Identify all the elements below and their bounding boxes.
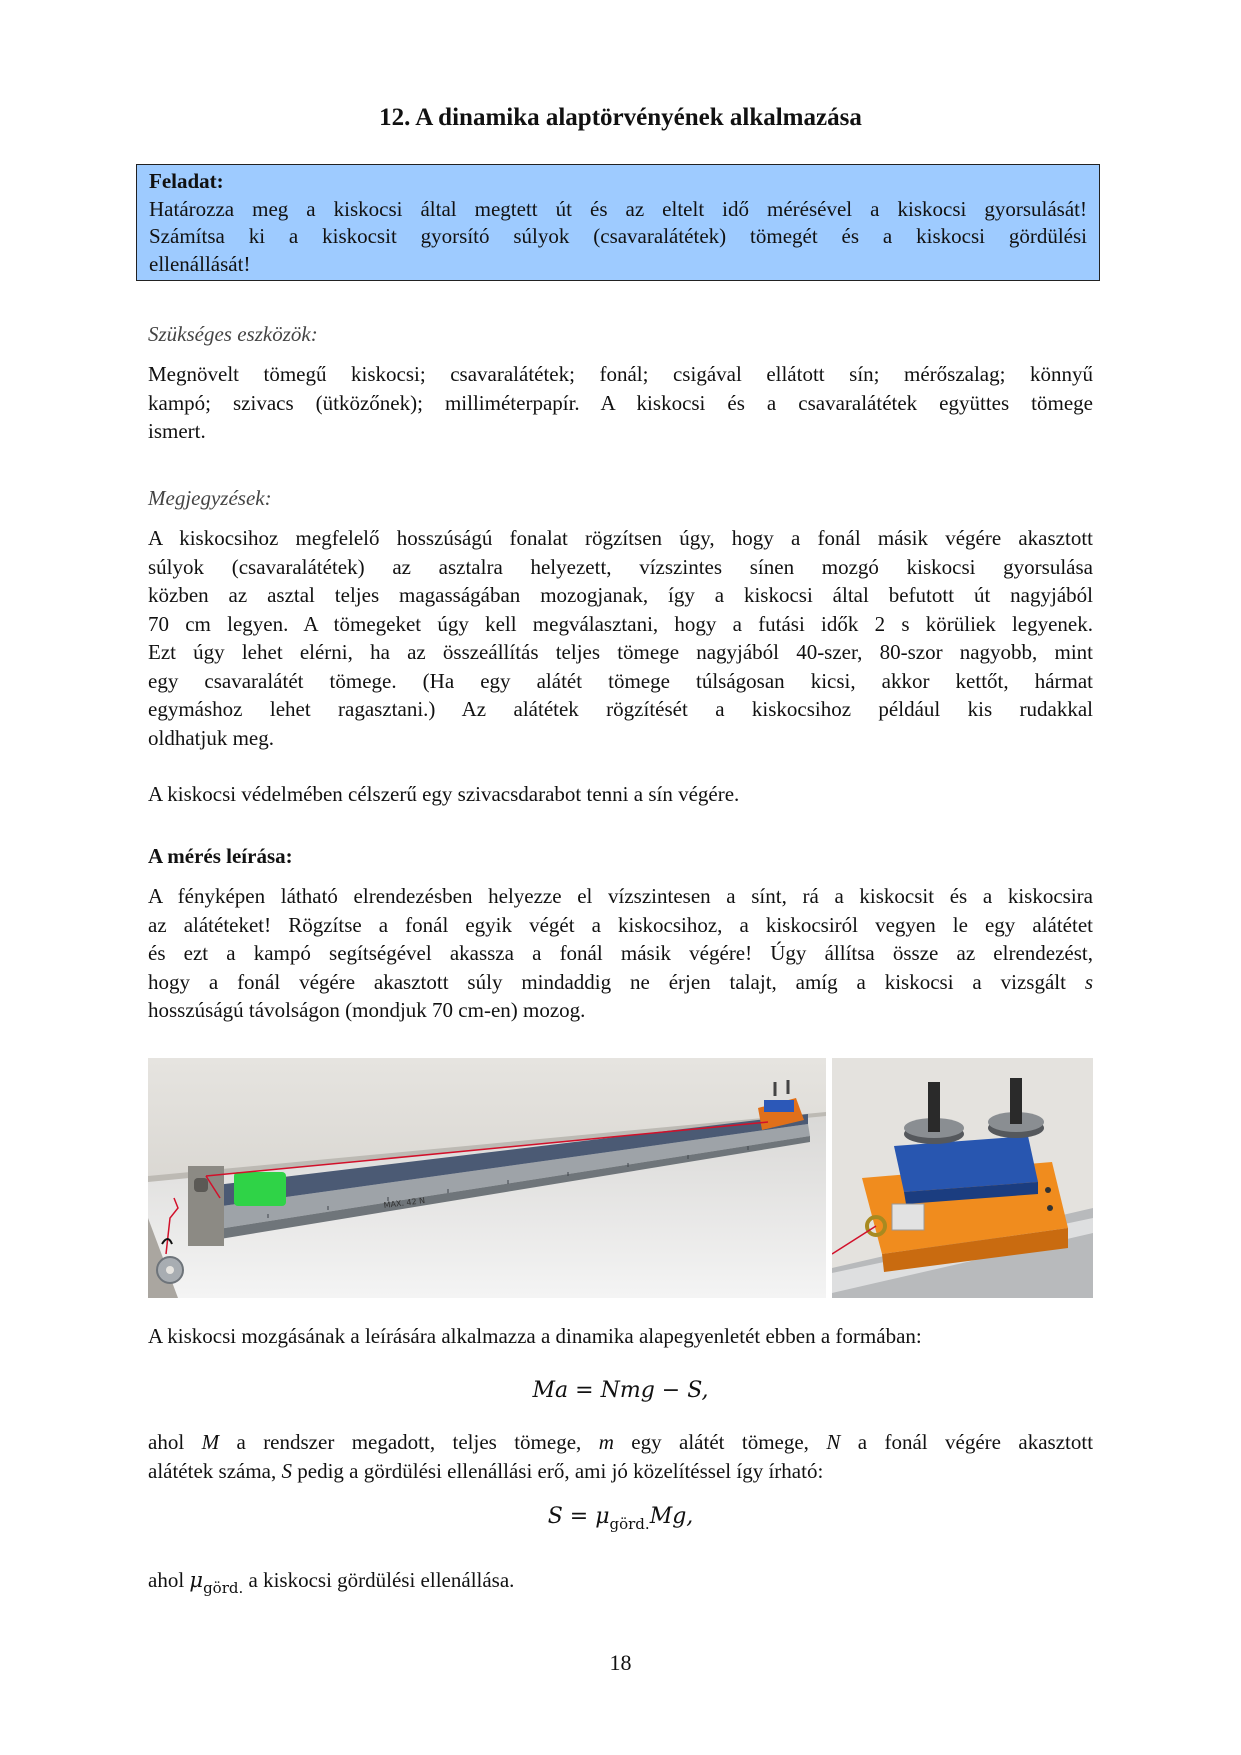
formula-subscript: görd. xyxy=(609,1515,650,1533)
text-line: és ezt a kampó segítségével akassza a fonál másik végére! Úgy állítsa össze az elrendezést, xyxy=(148,941,1093,965)
formula-part: Mg, xyxy=(649,1504,694,1529)
variable-s: s xyxy=(1084,969,1093,994)
equipment-heading: Szükséges eszközök: xyxy=(148,322,318,346)
text-line: A kiskocsihoz megfelelő hosszúságú fonalat rögzítsen úgy, hogy a fonál másik végére akasztott xyxy=(148,526,1093,550)
task-box xyxy=(136,164,1100,281)
notes-paragraph-2: A kiskocsi védelmében célszerű egy szivacsdarabot tenni a sín végére. xyxy=(148,782,740,806)
notes-paragraph xyxy=(148,524,1093,752)
task-line: ellenállását! xyxy=(149,251,251,276)
text-span: pedig a gördülési ellenállási erő, ami jó közelítéssel így írható: xyxy=(297,1458,824,1483)
text-line: az alátéteket! Rögzítse a fonál egyik végét a kiskocsihoz, a kiskocsiról vegyen le egy alátétet xyxy=(148,912,1093,937)
formula-explanation xyxy=(148,1428,1093,1485)
task-line: Határozza meg a kiskocsi által megtett út és az eltelt idő mérésével a kiskocsi gyorsulását! xyxy=(149,196,1087,221)
cart-photo-image xyxy=(832,1058,1093,1298)
variable-S: S xyxy=(281,1458,293,1483)
text-line: A fényképen látható elrendezésben helyezze el vízszintesen a sínt, rá a kiskocsit és a kiskocsira xyxy=(148,884,1093,908)
variable-m: m xyxy=(598,1430,614,1454)
rail-label: MAX. 42 N xyxy=(383,1195,426,1210)
rail-photo-image xyxy=(148,1058,826,1298)
task-heading: Feladat: xyxy=(149,169,224,193)
text-line: közben az asztal teljes magasságában mozogjanak, így a kiskocsi által befutott út nagyjából xyxy=(148,583,1093,607)
formula-rolling-resistance xyxy=(148,1504,1093,1533)
variable-M: M xyxy=(201,1430,220,1454)
text-span: egy alátét tömege, xyxy=(631,1430,809,1454)
notes-heading: Megjegyzések: xyxy=(148,486,272,510)
text-span: a fonál végére akasztott xyxy=(857,1430,1094,1454)
text-line: 70 cm legyen. A tömegeket úgy kell megválasztani, hogy a futási idők 2 s körüliek legyenek. xyxy=(148,611,1093,636)
text-span: hogy a fonál végére akasztott súly mindaddig ne érjen talajt, amíg a kiskocsi a vizsgált xyxy=(148,969,1066,994)
variable-mu: μ xyxy=(189,1568,204,1592)
variable-N: N xyxy=(826,1430,841,1454)
procedure-heading: A mérés leírása: xyxy=(148,844,293,868)
text-span: a kiskocsi gördülési ellenállása. xyxy=(248,1568,515,1592)
task-line: Számítsa ki a kiskocsit gyorsító súlyok (csavaralátétek) tömegét és a kiskocsi gördülési xyxy=(149,224,1087,248)
formula-newton: Ma = Nmg − S, xyxy=(532,1378,709,1403)
text-line xyxy=(148,1428,1093,1457)
text-line: Megnövelt tömegű kiskocsi; csavaralátétek; fonál; csigával ellátott sín; mérőszalag; könnyű xyxy=(148,362,1093,386)
cart-photo xyxy=(832,1058,1093,1298)
photo-row xyxy=(148,1058,1093,1298)
text-line: egy csavaralátét tömege. (Ha egy alátét tömege túlságosan kicsi, akkor kettőt, hármat xyxy=(148,668,1093,693)
equipment-text xyxy=(148,360,1093,446)
text-line: oldhatjuk meg. xyxy=(148,725,274,750)
text-span: alátétek száma, xyxy=(148,1458,277,1483)
text-line: kampó; szivacs (ütközőnek); milliméterpapír. A kiskocsi és a csavaralátétek együttes tömege xyxy=(148,390,1093,415)
subscript: görd. xyxy=(203,1579,244,1597)
text-span: ahol xyxy=(148,1568,185,1592)
page-title: 12. A dinamika alaptörvényének alkalmazása xyxy=(379,104,862,131)
text-line: súlyok (csavaralátétek) az asztalra helyezett, vízszintes sínen mozgó kiskocsi gyorsulása xyxy=(148,554,1093,579)
formula-part: S = μ xyxy=(547,1504,610,1529)
procedure-paragraph xyxy=(148,882,1093,1025)
text-line: Ezt úgy lehet elérni, ha az összeállítás teljes tömege nagyjából 40-szer, 80-szor nagyobb, mint xyxy=(148,640,1093,664)
text-span: a rendszer megadott, teljes tömege, xyxy=(236,1430,582,1454)
page-number: 18 xyxy=(609,1650,632,1675)
rail-photo xyxy=(148,1058,826,1298)
dynamics-intro: A kiskocsi mozgásának a leírására alkalmazza a dinamika alapegyenletét ebben a formában: xyxy=(148,1324,922,1348)
text-line: hosszúságú távolságon (mondjuk 70 cm-en) mozog. xyxy=(148,998,586,1022)
final-sentence xyxy=(148,1566,1093,1603)
text-line: ismert. xyxy=(148,419,206,443)
text-line xyxy=(148,1457,1093,1486)
text-span: ahol xyxy=(148,1430,185,1454)
text-line xyxy=(148,968,1093,997)
text-line: egymáshoz lehet ragasztani.) Az alátétek rögzítését a kiskocsihoz például kis rudakkal xyxy=(148,697,1093,721)
